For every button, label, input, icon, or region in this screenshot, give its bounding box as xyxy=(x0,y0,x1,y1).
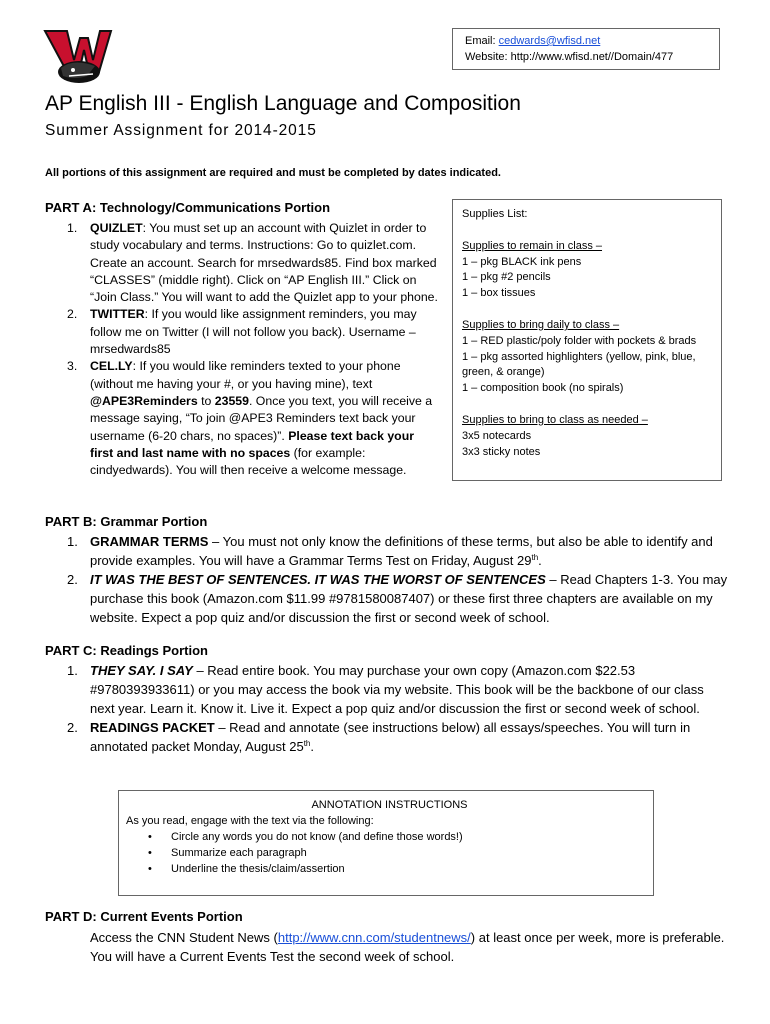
list-item: 1. THEY SAY. I SAY – Read entire book. You may purchase your own copy (Amazon.com $22.53 #9780393933611) or you may access the book via my website. This book will be the backbone of our class next year. Learn it. Know it. Live it. Expect a pop quiz and/or discussion the first or second week of school. xyxy=(67,663,704,716)
supply-item: 1 – pkg assorted highlighters (yellow, pink, blue, green, & orange) xyxy=(462,350,696,379)
part-d-heading: PART D: Current Events Portion xyxy=(45,909,243,924)
supply-item: 1 – pkg BLACK ink pens xyxy=(462,255,582,268)
annotation-box xyxy=(118,790,654,896)
supplies-section-heading: Supplies to bring daily to class – xyxy=(462,318,620,331)
annotation-title: ANNOTATION INSTRUCTIONS xyxy=(311,799,468,811)
part-c-list xyxy=(67,661,730,756)
supplies-section-heading: Supplies to bring to class as needed – xyxy=(462,413,648,426)
annotation-intro: As you read, engage with the text via the following: xyxy=(126,815,374,827)
list-item: • Summarize each paragraph xyxy=(126,845,653,861)
part-c-heading: PART C: Readings Portion xyxy=(45,643,208,658)
list-item: 2. READINGS PACKET – Read and annotate (see instructions below) all essays/speeches. You will turn in annotated packet Monday, August 25th. xyxy=(67,720,691,754)
page-subtitle: Summer Assignment for 2014-2015 xyxy=(45,122,317,139)
supply-item: 3x5 notecards xyxy=(462,429,532,442)
part-a-heading: PART A: Technology/Communications Portion xyxy=(45,200,331,215)
list-item: 3. CEL.LY: If you would like reminders texted to your phone (without me having your #, or you having mine), text @APE3Reminders to 23559. Once you text, you will receive a message saying, “To join @APE3 Reminders text back your username (6-20 chars, no spaces)”. Please text back your first and last name with no spaces (for example: cindyedwards). You will then receive a welcome message. xyxy=(67,359,433,478)
list-item: 2. TWITTER: If you would like assignment reminders, you may follow me on Twitter (I will not follow you back). Username – mrsedwards85 xyxy=(67,307,417,357)
part-b-heading: PART B: Grammar Portion xyxy=(45,514,208,529)
part-d-text: Access the CNN Student News (http://www.cnn.com/studentnews/) at least once per week, more is preferable. You will have a Current Events Test the second week of school. xyxy=(90,930,725,964)
supplies-title: Supplies List: xyxy=(462,208,528,220)
supply-item: 3x3 sticky notes xyxy=(462,445,541,458)
supplies-box xyxy=(452,199,722,481)
page-title: AP English III - English Language and Composition xyxy=(45,92,521,115)
supply-item: 1 – composition book (no spirals) xyxy=(462,382,624,395)
website-line: Website: http://www.wfisd.net//Domain/477 xyxy=(465,51,674,63)
list-item: 2. IT WAS THE BEST OF SENTENCES. IT WAS THE WORST OF SENTENCES – Read Chapters 1-3. You may purchase this book (Amazon.com $11.99 #9781580087407) or these first three chapters are available on my website. Expect a pop quiz and/or discussion the first or second week of school. xyxy=(67,572,728,625)
supply-item: 1 – pkg #2 pencils xyxy=(462,271,551,284)
school-logo xyxy=(43,28,113,86)
supply-item: 1 – RED plastic/poly folder with pockets & brads xyxy=(462,334,697,347)
list-item: 1. GRAMMAR TERMS – You must not only know the definitions of these terms, but also be able to identify and provide examples. You will have a Grammar Terms Test on Friday, August 29th. xyxy=(67,534,713,568)
list-item: 1. QUIZLET: You must set up an account with Quizlet in order to study vocabulary and terms. Instructions: Go to quizlet.com. Create an account. Search for mrsedwards85. Find box marked “CLASSES” (middle right). Click on “AP English III.” Click on “Join Class.” You will want to add the Quizlet app to your phone. xyxy=(67,221,438,305)
part-a-list xyxy=(67,220,440,479)
email-line: Email: cedwards@wfisd.net xyxy=(465,35,601,47)
list-item: • Underline the thesis/claim/assertion xyxy=(126,861,653,877)
contact-box xyxy=(452,28,720,70)
annotation-bullets xyxy=(126,829,653,877)
w-logo-icon xyxy=(45,31,111,83)
list-item: • Circle any words you do not know (and define those words!) xyxy=(126,829,653,845)
email-link[interactable]: cedwards@wfisd.net xyxy=(498,35,601,47)
supply-item: 1 – box tissues xyxy=(462,287,536,300)
supplies-section-heading: Supplies to remain in class – xyxy=(462,239,603,252)
website-url: http://www.wfisd.net//Domain/477 xyxy=(510,51,674,63)
part-b-list xyxy=(67,532,730,627)
cnn-link[interactable]: http://www.cnn.com/studentnews/ xyxy=(277,930,471,945)
requirement-notice: All portions of this assignment are required and must be completed by dates indicated. xyxy=(45,167,501,179)
